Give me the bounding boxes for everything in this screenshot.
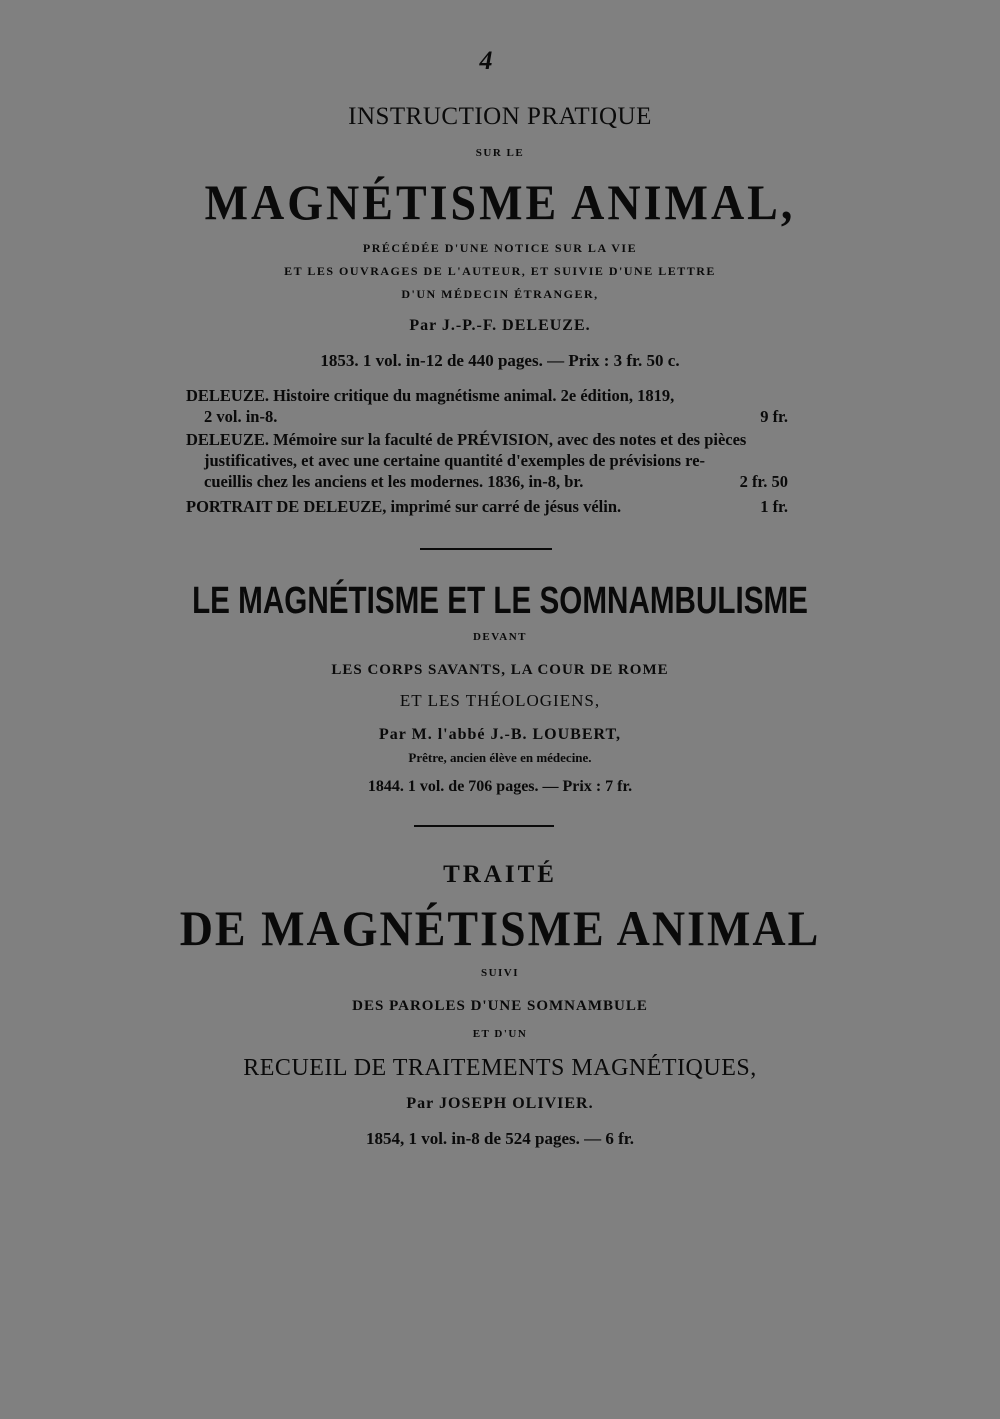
section2-publication: 1844. 1 vol. de 706 pages. — Prix : 7 fr.: [367, 778, 633, 795]
section3-title-line2: DE MAGNÉTISME ANIMAL: [179, 900, 821, 956]
section1-subtitle-line1: PRÉCÉDÉE D'UNE NOTICE SUR LA VIE: [362, 241, 638, 255]
catalog-entry1-line2: 2 vol. in-8.: [204, 407, 278, 426]
catalog-entry3-line1: PORTRAIT DE DELEUZE, imprimé sur carré de jésus vélin.: [186, 497, 622, 516]
section3-suivi: SUIVI: [480, 967, 520, 979]
divider-rule-1: [420, 548, 552, 550]
catalog-entry1-line2-row: [186, 406, 788, 427]
catalog-entry2-line2: justificatives, et avec une certaine quantité d'exemples de prévisions re-: [204, 451, 706, 470]
section1-title-line2: SUR LE: [475, 147, 525, 159]
section1-title-line1: INSTRUCTION PRATIQUE: [348, 103, 652, 130]
section1-subtitle-line3: D'UN MÉDECIN ÉTRANGER,: [401, 287, 599, 301]
catalog-entry3-row: [186, 496, 788, 517]
section1-main-title: MAGNÉTISME ANIMAL,: [204, 174, 796, 230]
section3-line1: DES PAROLES D'UNE SOMNAMBULE: [352, 998, 648, 1014]
catalog-entry2-line1: DELEUZE. Mémoire sur la faculté de PRÉVISION, avec des notes et des pièces: [186, 430, 747, 449]
section1-author: Par J.-P.-F. DELEUZE.: [409, 317, 591, 334]
catalog-entry2-price: 2 fr. 50: [739, 472, 788, 491]
divider-rule-2: [414, 825, 554, 827]
catalog-entry1-line1: DELEUZE. Histoire critique du magnétisme animal. 2e édition, 1819,: [186, 386, 675, 405]
section2-devant: DEVANT: [472, 631, 528, 643]
section3-title-line1: TRAITÉ: [443, 861, 557, 888]
catalog-entry2-line3-row: [186, 471, 788, 492]
section2-title: LE MAGNÉTISME ET LE SOMNAMBULISME: [192, 580, 808, 622]
section3-publication: 1854, 1 vol. in-8 de 524 pages. — 6 fr.: [365, 1129, 635, 1148]
catalog-entry2-line3: cueillis chez les anciens et les modernes. 1836, in-8, br.: [204, 472, 584, 491]
section3-line3: RECUEIL DE TRAITEMENTS MAGNÉTIQUES,: [243, 1055, 757, 1081]
section1-publication: 1853. 1 vol. in-12 de 440 pages. — Prix : 3 fr. 50 c.: [320, 351, 680, 370]
section2-line2: ET LES THÉOLOGIENS,: [399, 691, 601, 710]
section2-author: Par M. l'abbé J.-B. LOUBERT,: [379, 726, 621, 743]
catalog-entry3-price: 1 fr.: [760, 497, 788, 516]
section2-author-note: Prêtre, ancien élève en médecine.: [408, 750, 592, 765]
section1-subtitle-line2: ET LES OUVRAGES DE L'AUTEUR, ET SUIVIE D'UNE LETTRE: [284, 264, 716, 278]
catalog-entry1-price: 9 fr.: [760, 407, 788, 426]
section3-author: Par JOSEPH OLIVIER.: [406, 1095, 594, 1112]
section3-line2: ET D'UN: [472, 1028, 528, 1040]
section2-line1: LES CORPS SAVANTS, LA COUR DE ROME: [331, 662, 669, 678]
catalog-list: [186, 385, 788, 517]
page-number: 4: [479, 46, 493, 75]
